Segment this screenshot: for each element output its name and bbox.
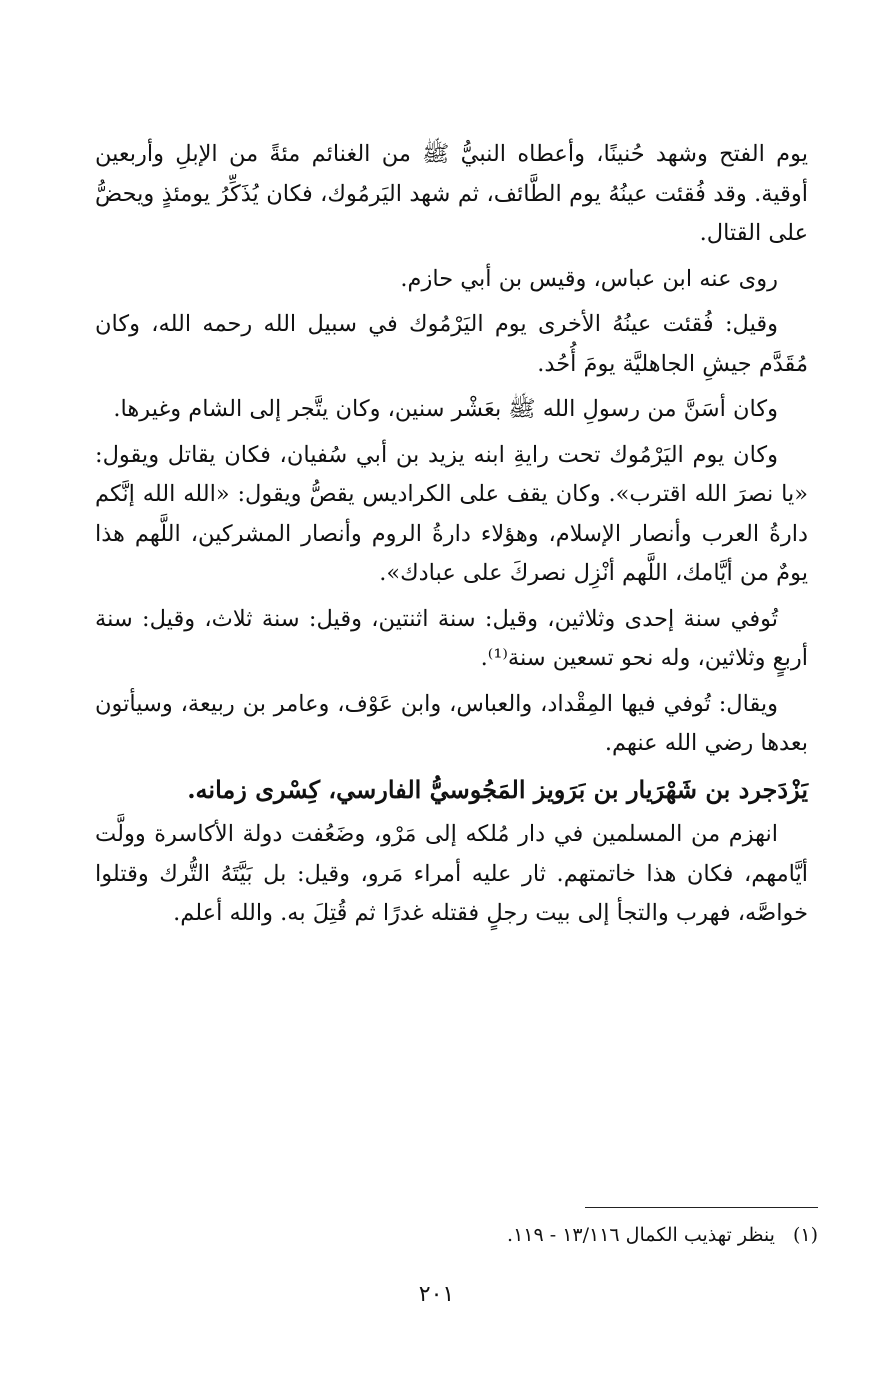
paragraph: روى عنه ابن عباس، وقيس بن أبي حازم.	[400, 265, 778, 292]
footnote-number: (١)	[792, 1224, 818, 1246]
footnote-divider	[585, 1207, 818, 1208]
paragraph: وكان أسَنَّ من رسولِ الله ﷺ بعَشْر سنين، وكان يتَّجر إلى الشام وغيرها.	[113, 396, 778, 422]
biography-heading: يَزْدَجرد بن شَهْرَيار بن بَرَويز المَجُوسيُّ الفارسي، كِسْرى زمانه.	[187, 774, 808, 804]
footnote-text: ينظر تهذيب الكمال ١٣/١١٦ - ١١٩.	[507, 1224, 775, 1246]
paragraph: يوم الفتح وشهد حُنينًا، وأعطاه النبيُّ ﷺ من الغنائم مئةً من الإبلِ وأربعين أوقية. وقد فُقئت عينُهُ يوم الطَّائف، ثم شهد اليَرمُوك، فكان يُذَكِّرُ يومئذٍ ويحضُّ على القتال.	[95, 141, 808, 246]
paragraph: ويقال: تُوفي فيها المِقْداد، والعباس، وابن عَوْف، وعامر بن ربيعة، وسيأتون بعدها رضي الله عنهم.	[95, 690, 808, 756]
paragraph: وكان يوم اليَرْمُوك تحت رايةِ ابنه يزيد بن أبي سُفيان، فكان يقاتل ويقول: «يا نصرَ الله اقترب». وكان يقف على الكراديس يقصُّ ويقول: «الله الله إنَّكم دارةُ العرب وأنصار الإسلام، وهؤلاء دارةُ الروم وأنصار المشركين، اللَّهم هذا يومٌ من أيَّامك، اللَّهم أنْزِل نصركَ على عبادك».	[95, 441, 808, 586]
main-text	[95, 135, 808, 940]
paragraph: انهزم من المسلمين في دار مُلكه إلى مَرْو، وضَعُفت دولة الأكاسرة وولَّت أيَّامهم، فكان هذا خاتمتهم. ثار عليه أمراء مَرو، وقيل: بل بَيَّتَهُ التُّرك وقتلوا خواصَّه، فهرب والتجأ إلى بيت رجلٍ فقتله غدرًا ثم قُتِلَ به. والله أعلم.	[95, 821, 808, 926]
footnote	[118, 1220, 818, 1250]
paragraph: وقيل: فُقئت عينُهُ الأخرى يوم اليَرْمُوك في سبيل الله رحمه الله، وكان مُقَدَّم جيشِ الجاهليَّة يومَ أُحُد.	[95, 311, 808, 377]
page-number: ٢٠١	[418, 1282, 455, 1307]
paragraph: تُوفي سنة إحدى وثلاثين، وقيل: سنة اثنتين، وقيل: سنة ثلاث، وقيل: سنة أربعٍ وثلاثين، وله نحو تسعين سنة⁽¹⁾.	[95, 605, 808, 671]
